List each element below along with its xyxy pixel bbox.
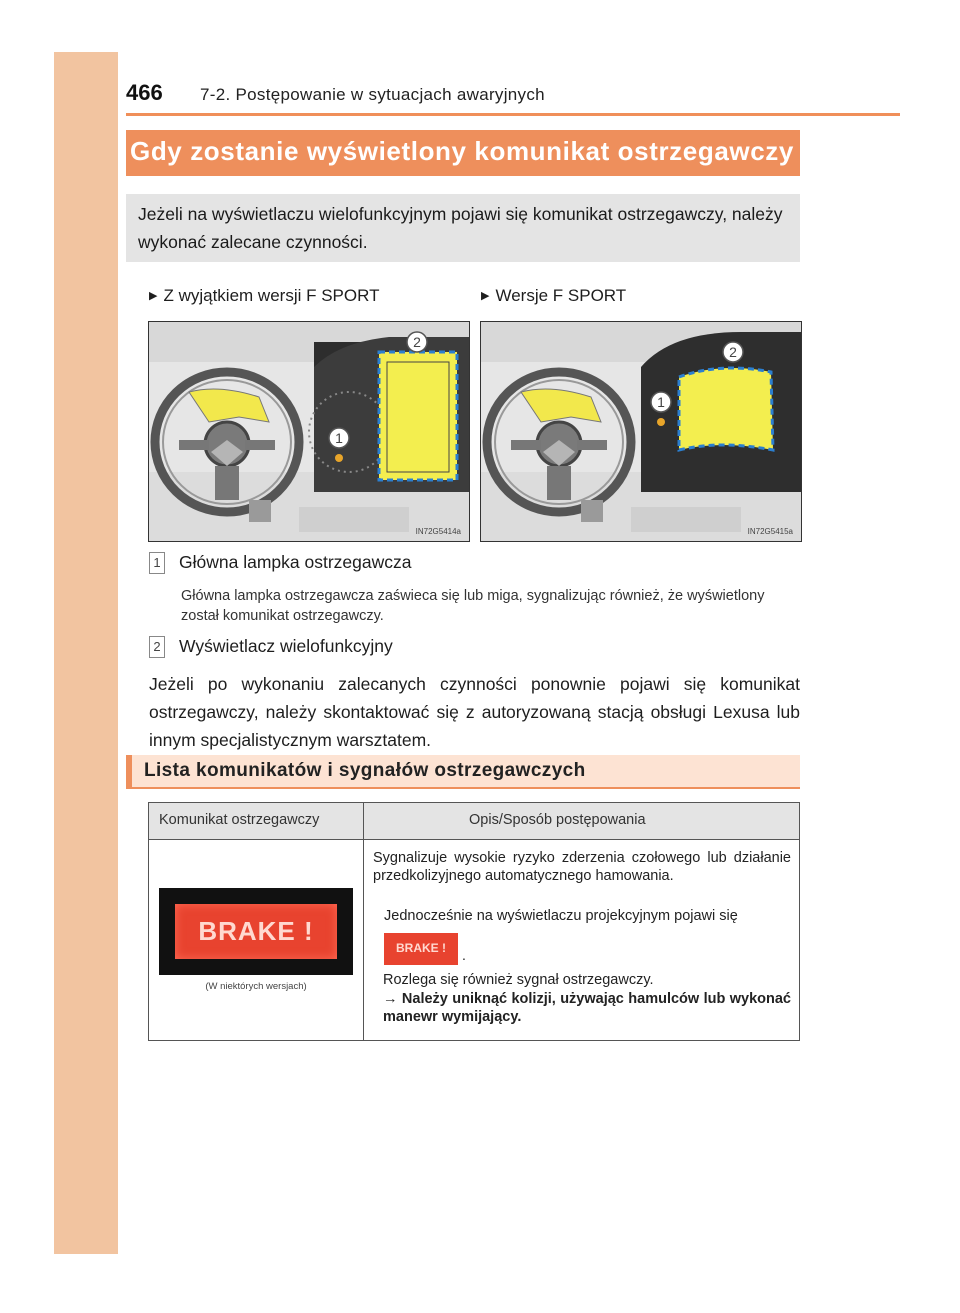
description-sound: Rozlega się również sygnał ostrzegawczy. (383, 972, 654, 988)
svg-text:2: 2 (729, 344, 737, 360)
dashboard-figure-standard (148, 321, 470, 542)
brake-warning-text: BRAKE ! (198, 916, 314, 946)
triangle-bullet-icon: ▶ (149, 290, 158, 302)
figure-label-fsport (481, 286, 626, 306)
description-hud: Jednocześnie na wyświetlaczu projekcyjnym pojawi się (384, 908, 738, 924)
warning-message-table (148, 802, 800, 1041)
brake-warning-display (159, 888, 353, 975)
svg-text:1: 1 (657, 394, 665, 410)
body-paragraph: Jeżeli po wykonaniu zalecanych czynności ponownie pojawi się komunikat ostrzegawczy, należy skontaktować się z autoryzowaną stacją obsługi Lexusa lub innym specjalistycznym warsztatem. (149, 674, 800, 750)
hud-brake-badge (384, 933, 458, 965)
figure-code: IN72G5414a (415, 527, 461, 536)
arrow-right-icon: → (383, 991, 398, 1007)
triangle-bullet-icon: ▶ (481, 290, 490, 302)
figure-code: IN72G5415a (747, 527, 793, 536)
callout-1 (149, 552, 411, 574)
column-divider (363, 803, 364, 1040)
description-action (383, 990, 791, 1026)
callout-2 (149, 636, 393, 658)
page-number: 466 (126, 80, 163, 105)
svg-text:2: 2 (413, 334, 421, 350)
callout-number: 2 (149, 636, 165, 658)
table-header-row (149, 803, 799, 840)
section-title: Gdy zostanie wyświetlony komunikat ostrzegawczy (130, 136, 794, 166)
subsection-title: Lista komunikatów i sygnałów ostrzegawczych (144, 760, 586, 781)
callout-title: Główna lampka ostrzegawcza (179, 552, 412, 572)
description-main: Sygnalizuje wysokie ryzyko zderzenia czołowego lub działanie przedkolizyjnego automatycznego hamowania. (373, 850, 791, 884)
table-header-description: Opis/Sposób postępowania (469, 812, 646, 828)
table-header-message: Komunikat ostrzegawczy (159, 812, 320, 828)
callout-1-description: Główna lampka ostrzegawcza zaświeca się lub miga, sygnalizując również, że wyświetlony został komunikat ostrzegawczy. (181, 588, 765, 624)
header-rule (126, 113, 900, 116)
svg-text:1: 1 (335, 430, 343, 446)
chapter-side-tab (54, 52, 118, 1254)
callout-title: Wyświetlacz wielofunkcyjny (179, 636, 393, 656)
brake-warning-panel (175, 904, 337, 959)
hud-brake-badge-text: BRAKE ! (396, 941, 446, 955)
figure-label-text: Z wyjątkiem wersji F SPORT (163, 286, 380, 305)
action-text: Należy uniknąć kolizji, używając hamulców lub wykonać manewr wymijający. (383, 991, 791, 1025)
figure-label-text: Wersje F SPORT (495, 286, 627, 305)
version-note: (W niektórych wersjach) (205, 981, 307, 992)
callout-number: 1 (149, 552, 165, 574)
chapter-title: 7-2. Postępowanie w sytuacjach awaryjnych (200, 85, 545, 104)
hud-sentence-end: . (462, 947, 466, 963)
figure-label-standard (149, 286, 379, 306)
dashboard-figure-fsport (480, 321, 802, 542)
intro-text: Jeżeli na wyświetlaczu wielofunkcyjnym pojawi się komunikat ostrzegawczy, należy wykonać zalecane czynności. (138, 204, 783, 252)
